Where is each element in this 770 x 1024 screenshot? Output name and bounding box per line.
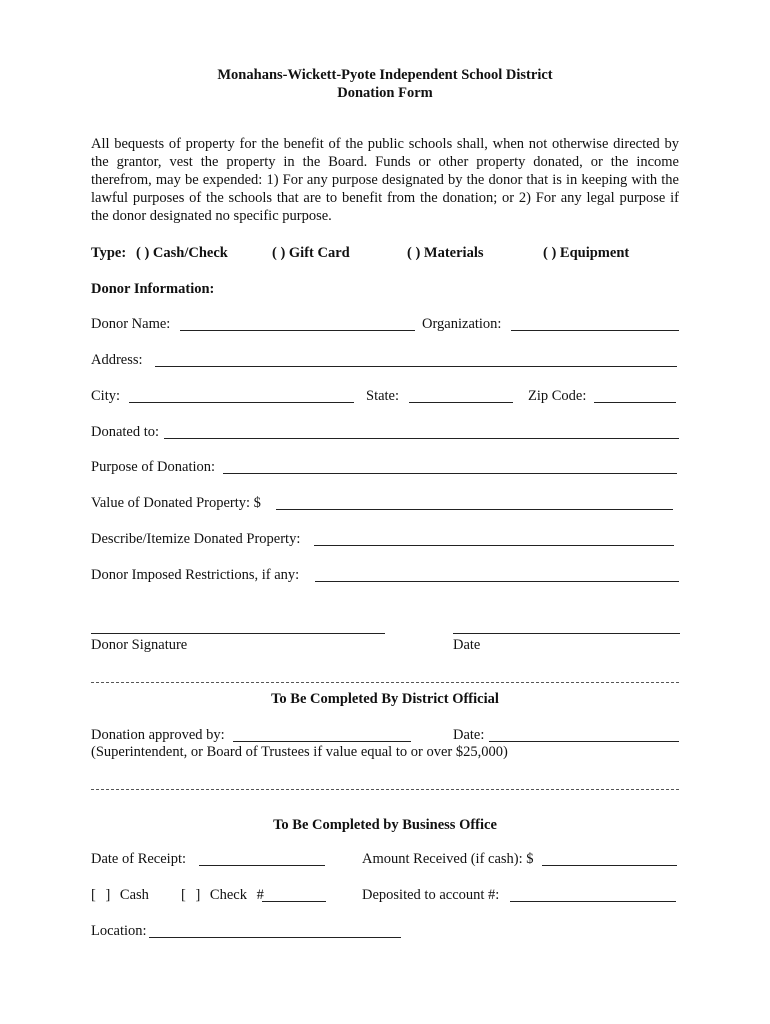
restrictions-label: Donor Imposed Restrictions, if any: bbox=[91, 567, 300, 583]
cash-checkbox[interactable]: [ ] Cash bbox=[91, 887, 149, 903]
donor-name-label: Donor Name: bbox=[91, 316, 171, 332]
organization-label: Organization: bbox=[422, 316, 502, 332]
check-number-field[interactable] bbox=[262, 901, 326, 902]
district-official-heading: To Be Completed By District Official bbox=[271, 691, 499, 707]
address-field[interactable] bbox=[155, 366, 677, 367]
value-field[interactable] bbox=[276, 509, 673, 510]
type-option-gift-card[interactable]: ( ) Gift Card bbox=[272, 245, 350, 261]
amount-received-field[interactable] bbox=[542, 865, 677, 866]
address-label: Address: bbox=[91, 352, 143, 368]
organization-field[interactable] bbox=[511, 330, 679, 331]
approved-by-field[interactable] bbox=[233, 741, 411, 742]
state-field[interactable] bbox=[409, 402, 513, 403]
approved-by-label: Donation approved by: bbox=[91, 727, 225, 743]
approval-date-field[interactable] bbox=[489, 741, 679, 742]
signature-date-field[interactable] bbox=[453, 633, 680, 634]
approval-note: (Superintendent, or Board of Trustees if value equal to or over $25,000) bbox=[91, 744, 508, 760]
zip-code-field[interactable] bbox=[594, 402, 676, 403]
donor-signature-label: Donor Signature bbox=[91, 637, 188, 653]
purpose-field[interactable] bbox=[223, 473, 677, 474]
amount-received-label: Amount Received (if cash): $ bbox=[362, 851, 534, 867]
value-label: Value of Donated Property: $ bbox=[91, 495, 261, 511]
location-field[interactable] bbox=[149, 937, 401, 938]
deposited-account-label: Deposited to account #: bbox=[362, 887, 500, 903]
intro-paragraph: All bequests of property for the benefit of the public schools shall, when not otherwise directed by the grantor, vest the property in the Board. Funds or other property donated, or the income therefrom, may be expended: 1) For any purpose designated by the donor that is in keeping with the lawful purposes of the schools that are to benefit from the donation; or 2) For any legal purpose if the donor designated no specific purpose. bbox=[91, 136, 679, 224]
donated-to-label: Donated to: bbox=[91, 424, 160, 440]
type-option-materials[interactable]: ( ) Materials bbox=[407, 245, 484, 261]
restrictions-field[interactable] bbox=[315, 581, 679, 582]
type-option-cash-check[interactable]: ( ) Cash/Check bbox=[136, 245, 228, 261]
district-name: Monahans-Wickett-Pyote Independent School District bbox=[217, 67, 553, 83]
section-divider bbox=[91, 789, 679, 790]
approval-date-label: Date: bbox=[453, 727, 485, 743]
check-checkbox[interactable]: [ ] Check # bbox=[181, 887, 264, 903]
donor-info-heading: Donor Information: bbox=[91, 281, 215, 297]
section-divider bbox=[91, 682, 679, 683]
type-option-equipment[interactable]: ( ) Equipment bbox=[543, 245, 630, 261]
donor-name-field[interactable] bbox=[180, 330, 415, 331]
donor-signature-field[interactable] bbox=[91, 633, 385, 634]
zip-code-label: Zip Code: bbox=[528, 388, 587, 404]
purpose-label: Purpose of Donation: bbox=[91, 459, 216, 475]
signature-date-label: Date bbox=[453, 637, 481, 653]
date-of-receipt-field[interactable] bbox=[199, 865, 325, 866]
form-title: Donation Form bbox=[337, 85, 433, 101]
deposited-account-field[interactable] bbox=[510, 901, 676, 902]
city-field[interactable] bbox=[129, 402, 354, 403]
describe-field[interactable] bbox=[314, 545, 674, 546]
date-of-receipt-label: Date of Receipt: bbox=[91, 851, 187, 867]
location-label: Location: bbox=[91, 923, 147, 939]
city-label: City: bbox=[91, 388, 121, 404]
describe-label: Describe/Itemize Donated Property: bbox=[91, 531, 301, 547]
donated-to-field[interactable] bbox=[164, 438, 679, 439]
type-label: Type: bbox=[91, 245, 127, 261]
state-label: State: bbox=[366, 388, 400, 404]
business-office-heading: To Be Completed by Business Office bbox=[273, 817, 497, 833]
